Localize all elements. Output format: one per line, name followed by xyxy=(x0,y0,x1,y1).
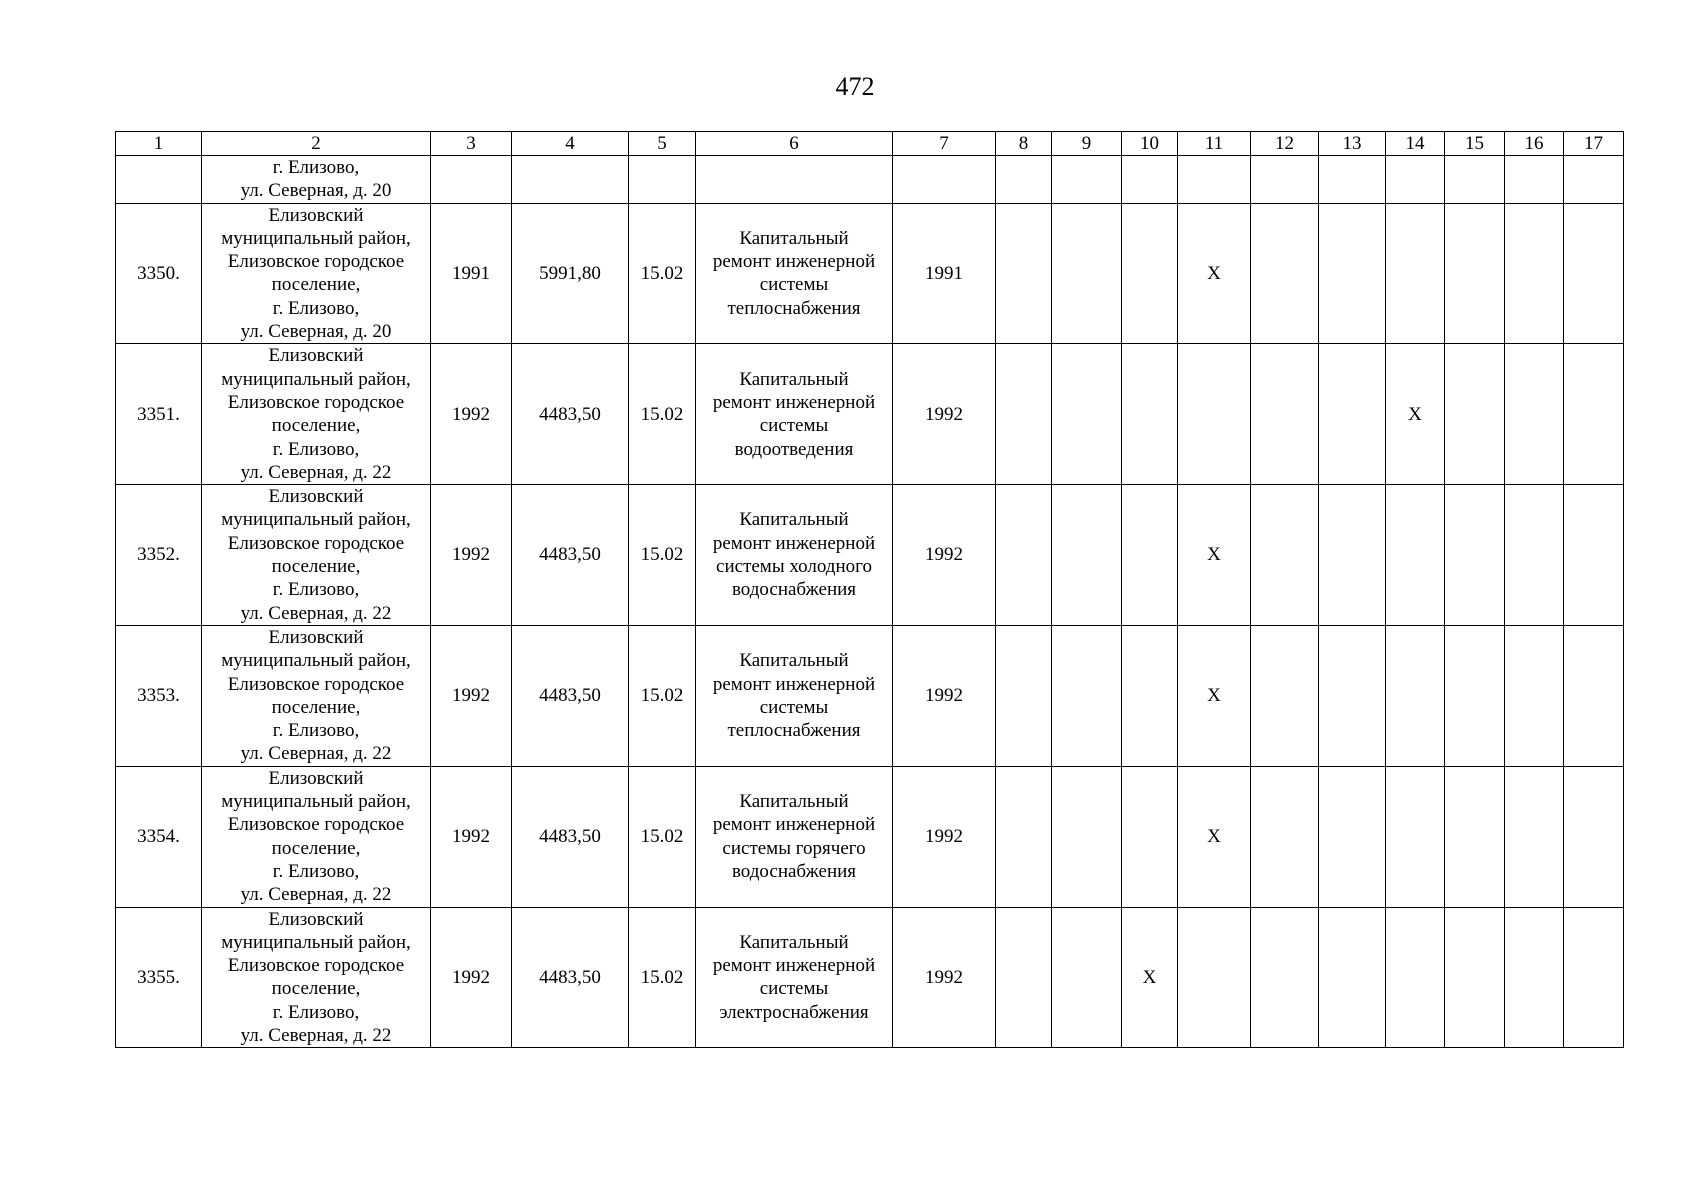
address-line: муниципальный район, xyxy=(221,509,411,531)
address-line: Елизовское городское xyxy=(227,673,405,695)
work-line: водоотведения xyxy=(734,438,854,460)
table-row xyxy=(116,907,1624,1048)
column-number-4: 4 xyxy=(512,132,629,156)
period-mark-col-10 xyxy=(1122,625,1178,766)
address-line: ул. Северная, д. 22 xyxy=(240,884,392,906)
address-line: г. Елизово, xyxy=(272,297,360,319)
year-built-cell: 1992 xyxy=(431,766,512,907)
work-line: Капитальный xyxy=(739,650,849,672)
period-mark-col-16 xyxy=(1505,485,1564,626)
period-mark-col-10 xyxy=(1122,344,1178,485)
table-row xyxy=(116,203,1624,344)
address-line: Елизовский xyxy=(268,908,364,930)
column-number-13: 13 xyxy=(1319,132,1386,156)
column-number-5: 5 xyxy=(629,132,696,156)
period-mark-col-9 xyxy=(1052,203,1122,344)
period-mark-col-11 xyxy=(1178,344,1251,485)
address-line: ул. Северная, д. 22 xyxy=(240,1024,392,1046)
table-row xyxy=(116,766,1624,907)
period-mark-col-15 xyxy=(1445,625,1505,766)
year-cell: 1992 xyxy=(893,344,996,485)
address-line: ул. Северная, д. 22 xyxy=(240,743,392,765)
period-mark-col-17 xyxy=(1564,766,1624,907)
continuation-address xyxy=(202,156,431,204)
code-cell: 15.02 xyxy=(629,344,696,485)
work-type-cell xyxy=(696,907,893,1048)
year-built-cell: 1992 xyxy=(431,907,512,1048)
work-type-cell xyxy=(696,766,893,907)
work-line: ремонт инженерной xyxy=(712,814,876,836)
address-line: Елизовский xyxy=(268,345,364,367)
period-mark-col-17 xyxy=(1564,485,1624,626)
code-cell: 15.02 xyxy=(629,203,696,344)
period-mark-col-14 xyxy=(1386,766,1445,907)
year-cell: 1992 xyxy=(893,625,996,766)
period-mark-col-11: X xyxy=(1178,766,1251,907)
row-number: 3354. xyxy=(116,766,202,907)
address-cell xyxy=(202,625,431,766)
period-mark-col-15 xyxy=(1445,485,1505,626)
work-line: системы xyxy=(759,696,829,718)
continuation-cell-11 xyxy=(1178,156,1251,204)
row-number: 3350. xyxy=(116,203,202,344)
continuation-cell-12 xyxy=(1251,156,1319,204)
table-row xyxy=(116,625,1624,766)
period-mark-col-9 xyxy=(1052,625,1122,766)
year-cell: 1992 xyxy=(893,485,996,626)
address-line: ул. Северная, д. 22 xyxy=(240,461,392,483)
area-cell: 4483,50 xyxy=(512,907,629,1048)
work-line: водоснабжения xyxy=(731,579,857,601)
period-mark-col-10: X xyxy=(1122,907,1178,1048)
period-mark-col-12 xyxy=(1251,344,1319,485)
address-line: г. Елизово, xyxy=(272,438,360,460)
period-mark-col-8 xyxy=(996,766,1052,907)
area-cell: 4483,50 xyxy=(512,485,629,626)
table-row xyxy=(116,485,1624,626)
table-row xyxy=(116,344,1624,485)
code-cell: 15.02 xyxy=(629,625,696,766)
period-mark-col-11: X xyxy=(1178,625,1251,766)
work-type-cell xyxy=(696,625,893,766)
work-line: Капитальный xyxy=(739,509,849,531)
address-line: муниципальный район, xyxy=(221,650,411,672)
continuation-cell-5 xyxy=(629,156,696,204)
period-mark-col-12 xyxy=(1251,203,1319,344)
address-line: поселение, xyxy=(271,274,361,296)
continuation-cell-9 xyxy=(1052,156,1122,204)
continuation-cell-17 xyxy=(1564,156,1624,204)
address-line: Елизовское городское xyxy=(227,814,405,836)
period-mark-col-17 xyxy=(1564,344,1624,485)
row-number: 3355. xyxy=(116,907,202,1048)
column-number-7: 7 xyxy=(893,132,996,156)
row-number: 3351. xyxy=(116,344,202,485)
code-cell: 15.02 xyxy=(629,766,696,907)
column-number-12: 12 xyxy=(1251,132,1319,156)
work-line: теплоснабжения xyxy=(727,720,861,742)
period-mark-col-10 xyxy=(1122,203,1178,344)
period-mark-col-11: X xyxy=(1178,485,1251,626)
address-line: Елизовский xyxy=(268,486,364,508)
period-mark-col-17 xyxy=(1564,625,1624,766)
register-table xyxy=(115,131,1624,1048)
work-type-cell xyxy=(696,203,893,344)
work-line: системы холодного xyxy=(716,556,872,578)
work-line: Капитальный xyxy=(739,227,849,249)
column-number-16: 16 xyxy=(1505,132,1564,156)
period-mark-col-8 xyxy=(996,485,1052,626)
address-line: ул. Северная, д. 22 xyxy=(240,602,392,624)
work-line: ремонт инженерной xyxy=(712,955,876,977)
address-line: Елизовское городское xyxy=(227,391,405,413)
period-mark-col-10 xyxy=(1122,485,1178,626)
work-line: водоснабжения xyxy=(731,860,857,882)
column-number-9: 9 xyxy=(1052,132,1122,156)
table-body xyxy=(116,132,1624,1048)
column-number-8: 8 xyxy=(996,132,1052,156)
area-cell: 4483,50 xyxy=(512,344,629,485)
period-mark-col-15 xyxy=(1445,766,1505,907)
work-line: системы горячего xyxy=(722,837,866,859)
period-mark-col-12 xyxy=(1251,485,1319,626)
year-built-cell: 1992 xyxy=(431,485,512,626)
column-number-3: 3 xyxy=(431,132,512,156)
period-mark-col-11 xyxy=(1178,907,1251,1048)
address-line: ул. Северная, д. 20 xyxy=(240,180,392,202)
period-mark-col-17 xyxy=(1564,203,1624,344)
work-line: теплоснабжения xyxy=(727,297,861,319)
column-number-6: 6 xyxy=(696,132,893,156)
period-mark-col-8 xyxy=(996,907,1052,1048)
address-line: г. Елизово, xyxy=(272,860,360,882)
period-mark-col-14 xyxy=(1386,625,1445,766)
period-mark-col-16 xyxy=(1505,625,1564,766)
address-line: поселение, xyxy=(271,415,361,437)
period-mark-col-15 xyxy=(1445,203,1505,344)
address-line: Елизовское городское xyxy=(227,532,405,554)
continuation-cell-3 xyxy=(431,156,512,204)
address-line: Елизовское городское xyxy=(227,251,405,273)
period-mark-col-10 xyxy=(1122,766,1178,907)
column-number-15: 15 xyxy=(1445,132,1505,156)
continuation-cell-13 xyxy=(1319,156,1386,204)
period-mark-col-14: X xyxy=(1386,344,1445,485)
address-line: г. Елизово, xyxy=(272,720,360,742)
continuation-cell-10 xyxy=(1122,156,1178,204)
address-line: муниципальный район, xyxy=(221,368,411,390)
address-cell xyxy=(202,907,431,1048)
work-line: ремонт инженерной xyxy=(712,532,876,554)
address-line: Елизовский xyxy=(268,767,364,789)
continuation-cell-7 xyxy=(893,156,996,204)
period-mark-col-13 xyxy=(1319,344,1386,485)
continuation-cell-15 xyxy=(1445,156,1505,204)
period-mark-col-8 xyxy=(996,625,1052,766)
address-line: поселение, xyxy=(271,837,361,859)
continuation-cell-1 xyxy=(116,156,202,204)
address-line: муниципальный район, xyxy=(221,791,411,813)
page-number: 472 xyxy=(835,72,875,101)
address-line: поселение, xyxy=(271,556,361,578)
period-mark-col-13 xyxy=(1319,625,1386,766)
period-mark-col-14 xyxy=(1386,203,1445,344)
period-mark-col-14 xyxy=(1386,485,1445,626)
address-line: Елизовский xyxy=(268,626,364,648)
address-line: поселение, xyxy=(271,978,361,1000)
period-mark-col-16 xyxy=(1505,203,1564,344)
continuation-row xyxy=(116,156,1624,204)
continuation-cell-4 xyxy=(512,156,629,204)
period-mark-col-9 xyxy=(1052,907,1122,1048)
continuation-cell-8 xyxy=(996,156,1052,204)
period-mark-col-12 xyxy=(1251,625,1319,766)
period-mark-col-15 xyxy=(1445,344,1505,485)
work-line: ремонт инженерной xyxy=(712,673,876,695)
row-number: 3352. xyxy=(116,485,202,626)
work-line: системы xyxy=(759,415,829,437)
column-number-1: 1 xyxy=(116,132,202,156)
period-mark-col-8 xyxy=(996,344,1052,485)
continuation-cell-14 xyxy=(1386,156,1445,204)
period-mark-col-16 xyxy=(1505,907,1564,1048)
address-cell xyxy=(202,344,431,485)
period-mark-col-17 xyxy=(1564,907,1624,1048)
address-cell xyxy=(202,766,431,907)
address-line: г. Елизово, xyxy=(272,1001,360,1023)
year-built-cell: 1991 xyxy=(431,203,512,344)
code-cell: 15.02 xyxy=(629,907,696,1048)
column-number-11: 11 xyxy=(1178,132,1251,156)
address-cell xyxy=(202,203,431,344)
period-mark-col-14 xyxy=(1386,907,1445,1048)
year-built-cell: 1992 xyxy=(431,344,512,485)
work-type-cell xyxy=(696,344,893,485)
column-number-17: 17 xyxy=(1564,132,1624,156)
continuation-cell-16 xyxy=(1505,156,1564,204)
work-type-cell xyxy=(696,485,893,626)
address-line: г. Елизово, xyxy=(272,157,360,178)
area-cell: 4483,50 xyxy=(512,766,629,907)
work-line: Капитальный xyxy=(739,931,849,953)
period-mark-col-13 xyxy=(1319,203,1386,344)
year-cell: 1992 xyxy=(893,766,996,907)
work-line: ремонт инженерной xyxy=(712,391,876,413)
work-line: системы xyxy=(759,274,829,296)
year-built-cell: 1992 xyxy=(431,625,512,766)
code-cell: 15.02 xyxy=(629,485,696,626)
work-line: ремонт инженерной xyxy=(712,251,876,273)
period-mark-col-12 xyxy=(1251,766,1319,907)
period-mark-col-9 xyxy=(1052,485,1122,626)
period-mark-col-9 xyxy=(1052,766,1122,907)
continuation-cell-6 xyxy=(696,156,893,204)
work-line: Капитальный xyxy=(739,791,849,813)
address-line: г. Елизово, xyxy=(272,579,360,601)
period-mark-col-13 xyxy=(1319,907,1386,1048)
address-line: муниципальный район, xyxy=(221,931,411,953)
address-line: Елизовское городское xyxy=(227,955,405,977)
period-mark-col-15 xyxy=(1445,907,1505,1048)
year-cell: 1991 xyxy=(893,203,996,344)
year-cell: 1992 xyxy=(893,907,996,1048)
period-mark-col-9 xyxy=(1052,344,1122,485)
column-number-row xyxy=(116,132,1624,156)
address-line: муниципальный район, xyxy=(221,227,411,249)
period-mark-col-13 xyxy=(1319,766,1386,907)
column-number-10: 10 xyxy=(1122,132,1178,156)
column-number-14: 14 xyxy=(1386,132,1445,156)
address-cell xyxy=(202,485,431,626)
period-mark-col-13 xyxy=(1319,485,1386,626)
period-mark-col-11: X xyxy=(1178,203,1251,344)
row-number: 3353. xyxy=(116,625,202,766)
address-line: ул. Северная, д. 20 xyxy=(240,321,392,343)
work-line: Капитальный xyxy=(739,368,849,390)
area-cell: 4483,50 xyxy=(512,625,629,766)
period-mark-col-12 xyxy=(1251,907,1319,1048)
period-mark-col-8 xyxy=(996,203,1052,344)
period-mark-col-16 xyxy=(1505,766,1564,907)
address-line: поселение, xyxy=(271,696,361,718)
column-number-2: 2 xyxy=(202,132,431,156)
work-line: системы xyxy=(759,978,829,1000)
address-line: Елизовский xyxy=(268,204,364,226)
period-mark-col-16 xyxy=(1505,344,1564,485)
work-line: электроснабжения xyxy=(719,1001,869,1023)
area-cell: 5991,80 xyxy=(512,203,629,344)
